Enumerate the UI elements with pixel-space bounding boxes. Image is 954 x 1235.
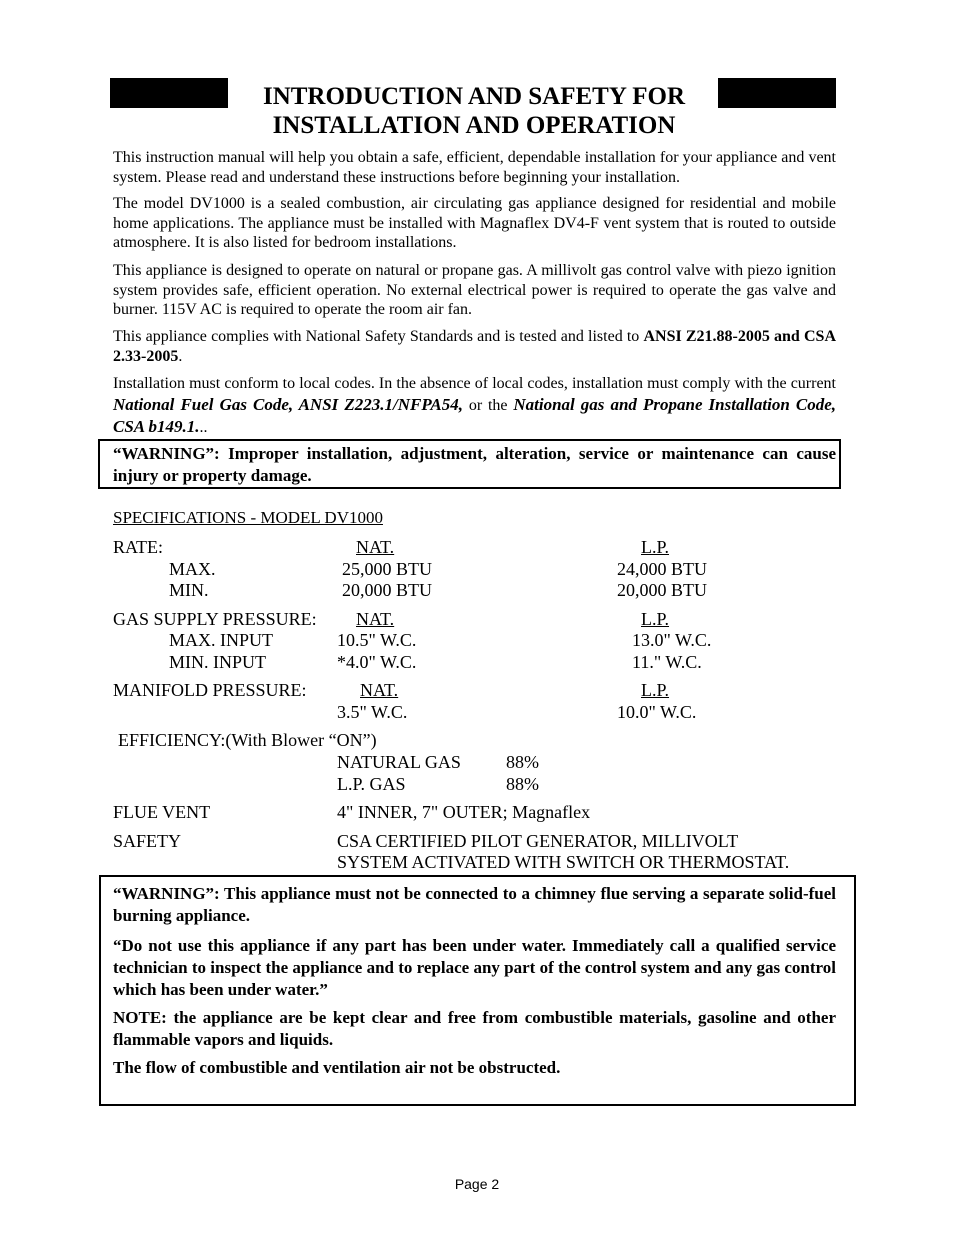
rate-min-lp: 20,000 BTU — [617, 580, 707, 600]
efficiency-nat-value: 88% — [506, 752, 539, 772]
gas-nat-header: NAT. — [356, 609, 395, 629]
max-input-lp: 13.0" W.C. — [632, 630, 712, 650]
manifold-nat: 3.5" W.C. — [337, 702, 408, 722]
warning-2-flow: The flow of combustible and ventilation air not be obstructed. — [113, 1058, 561, 1077]
safety-label: SAFETY — [113, 831, 182, 851]
standards-bold: ANSI Z21.88-2005 and CSA 2.33-2005 — [113, 328, 836, 365]
manifold-lp: 10.0" W.C. — [617, 702, 697, 722]
manifold-nat-header: NAT. — [360, 680, 399, 700]
codes-text-2: or the — [463, 397, 514, 414]
warning-2-chimney: “WARNING”: This appliance must not be connected to a chimney flue serving a separate solid-fuel burning appliance. — [113, 884, 836, 925]
intro-paragraph-1: This instruction manual will help you obtain a safe, efficient, dependable installation for your appliance and vent system. Please read and understand these instructions before beginning your installation. — [113, 149, 836, 186]
gas-supply-label: GAS SUPPLY PRESSURE: — [113, 609, 317, 629]
efficiency-nat-label: NATURAL GAS — [337, 752, 461, 772]
codes-national-fuel-gas: National Fuel Gas Code, ANSI Z223.1/NFPA54, — [113, 395, 464, 414]
rate-lp-header: L.P. — [641, 537, 670, 557]
right-header-bar — [718, 78, 836, 108]
codes-csa: National gas and Propane Installation Code, CSA b149.1. — [113, 395, 837, 436]
page-number: Page 2 — [454, 1176, 500, 1192]
rate-min-label: MIN. — [169, 580, 209, 600]
intro-paragraph-5 — [113, 373, 836, 438]
min-input-nat: *4.0" W.C. — [337, 652, 417, 672]
flue-vent-value: 4" INNER, 7" OUTER; Magnaflex — [337, 802, 591, 822]
efficiency-lp-value: 88% — [506, 774, 539, 794]
standards-end: . — [178, 347, 183, 365]
manifold-label: MANIFOLD PRESSURE: — [113, 680, 307, 700]
efficiency-lp-label: L.P. GAS — [337, 774, 406, 794]
rate-max-nat: 25,000 BTU — [342, 559, 432, 579]
warning-2-water: “Do not use this appliance if any part has been under water. Immediately call a qualified service technician to inspect the appliance and to replace any part of the control system and any gas control which has been under water.” — [113, 936, 836, 999]
efficiency-label: EFFICIENCY:(With Blower “ON”) — [118, 730, 377, 750]
specs-heading: SPECIFICATIONS - MODEL DV1000 — [113, 508, 383, 527]
intro-paragraph-4 — [113, 327, 836, 366]
gas-lp-header: L.P. — [641, 609, 670, 629]
min-input-label: MIN. INPUT — [169, 652, 266, 672]
standards-text: This appliance complies with National Safety Standards and is tested and listed to — [113, 328, 644, 345]
intro-paragraph-2: The model DV1000 is a sealed combustion, air circulating gas appliance designed for residential and mobile home applications. The appliance must be installed with Magnaflex DV4-F vent system that is routed to outside atmosphere. It is also listed for bedroom installations. — [113, 195, 836, 251]
page-title — [230, 82, 718, 140]
warning-1-text: “WARNING”: Improper installation, adjustment, alteration, service or maintenance can cause injury or property damage. — [113, 444, 836, 485]
rate-max-lp: 24,000 BTU — [617, 559, 707, 579]
safety-line-2: SYSTEM ACTIVATED WITH SWITCH OR THERMOSTAT. — [337, 852, 790, 872]
safety-line-1: CSA CERTIFIED PILOT GENERATOR, MILLIVOLT — [337, 831, 739, 851]
codes-end: .. — [199, 419, 208, 436]
rate-min-nat: 20,000 BTU — [342, 580, 432, 600]
min-input-lp: 11." W.C. — [632, 652, 702, 672]
rate-nat-header: NAT. — [356, 537, 395, 557]
left-header-bar — [110, 78, 228, 108]
warning-2-note: NOTE: the appliance are be kept clear and free from combustible materials, gasoline and other flammable vapors and liquids. — [113, 1008, 836, 1049]
intro-paragraph-3: This appliance is designed to operate on natural or propane gas. A millivolt gas control valve with piezo ignition system provides safe, efficient operation. No external electrical power is required to operate the gas valve and burner. 115V AC is required to operate the room air fan. — [113, 262, 836, 318]
codes-text-1: Installation must conform to local codes. In the absence of local codes, installation must comply with the current — [113, 375, 836, 392]
rate-label: RATE: — [113, 537, 164, 557]
flue-vent-label: FLUE VENT — [113, 802, 211, 822]
rate-max-label: MAX. — [169, 559, 216, 579]
title-line-2: INSTALLATION AND OPERATION — [272, 112, 676, 139]
manifold-lp-header: L.P. — [641, 680, 670, 700]
max-input-label: MAX. INPUT — [169, 630, 274, 650]
title-line-1: INTRODUCTION AND SAFETY FOR — [262, 83, 686, 110]
max-input-nat: 10.5" W.C. — [337, 630, 417, 650]
